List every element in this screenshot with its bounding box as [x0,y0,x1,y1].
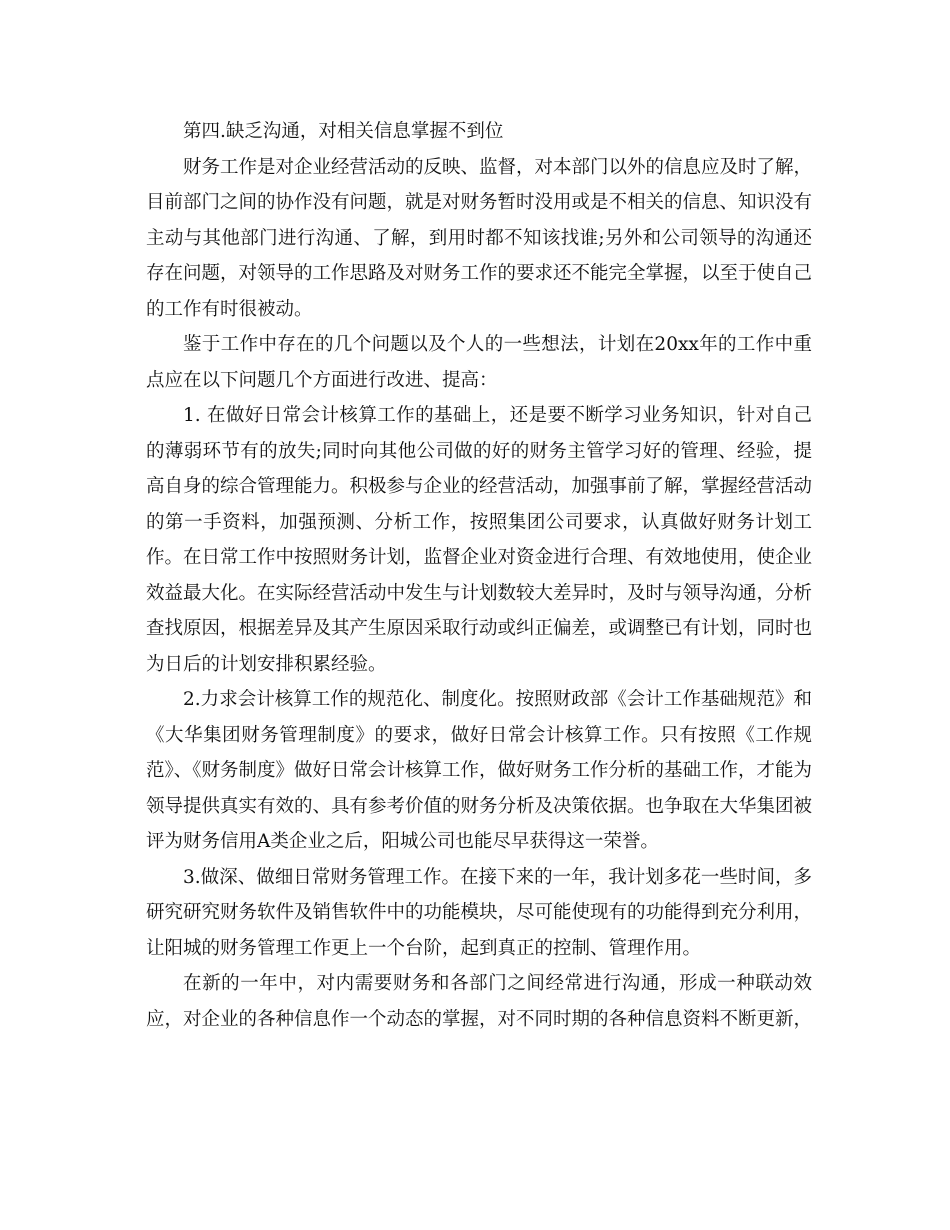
list-item-3: 3.做深、做细日常财务管理工作。在接下来的一年，我计划多花一些时间，多研究研究财务软件及销售软件中的功能模块，尽可能使现有的功能得到充分利用，让阳城的财务管理工作更上一个台阶，起到真正的控制、管理作用。 [146,866,813,959]
paragraph: 财务工作是对企业经营活动的反映、监督，对本部门以外的信息应及时了解，目前部门之间的协作没有问题，就是对财务暂时没用或是不相关的信息、知识没有主动与其他部门进行沟通、了解，到用时都不知该找谁;另外和公司领导的沟通还存在问题，对领导的工作思路及对财务工作的要求还不能完全掌握，以至于使自己的工作有时很被动。 [146,156,813,320]
document-body [146,114,812,1037]
paragraph: 鉴于工作中存在的几个问题以及个人的一些想法，计划在20xx年的工作中重点应在以下问题几个方面进行改进、提高： [146,334,812,391]
list-item-2: 2.力求会计核算工作的规范化、制度化。按照财政部《会计工作基础规范》和《大华集团财务管理制度》的要求，做好日常会计核算工作。只有按照《工作规范》、《财务制度》做好日常会计核算工作，做好财务工作分析的基础工作，才能为领导提供真实有效的、具有参考价值的财务分析及决策依据。也争取在大华集团被评为财务信用A类企业之后，阳城公司也能尽早获得这一荣誉。 [146,689,813,852]
section-heading: 第四.缺乏沟通，对相关信息掌握不到位 [183,121,504,142]
paragraph: 在新的一年中，对内需要财务和各部门之间经常进行沟通，形成一种联动效应，对企业的各种信息作一个动态的掌握，对不同时期的各种信息资料不断更新， [146,973,813,1030]
list-item-1: 1. 在做好日常会计核算工作的基础上，还是要不断学习业务知识，针对自己的薄弱环节有的放失;同时向其他公司做的好的财务主管学习好的管理、经验，提高自身的综合管理能力。积极参与企业的经营活动，加强事前了解，掌握经营活动的第一手资料，加强预测、分析工作，按照集团公司要求，认真做好财务计划工作。在日常工作中按照财务计划，监督企业对资金进行合理、有效地使用，使企业效益最大化。在实际经营活动中发生与计划数较大差异时，及时与领导沟通，分析查找原因，根据差异及其产生原因采取行动或纠正偏差，或调整已有计划，同时也为日后的计划安排积累经验。 [146,405,813,675]
